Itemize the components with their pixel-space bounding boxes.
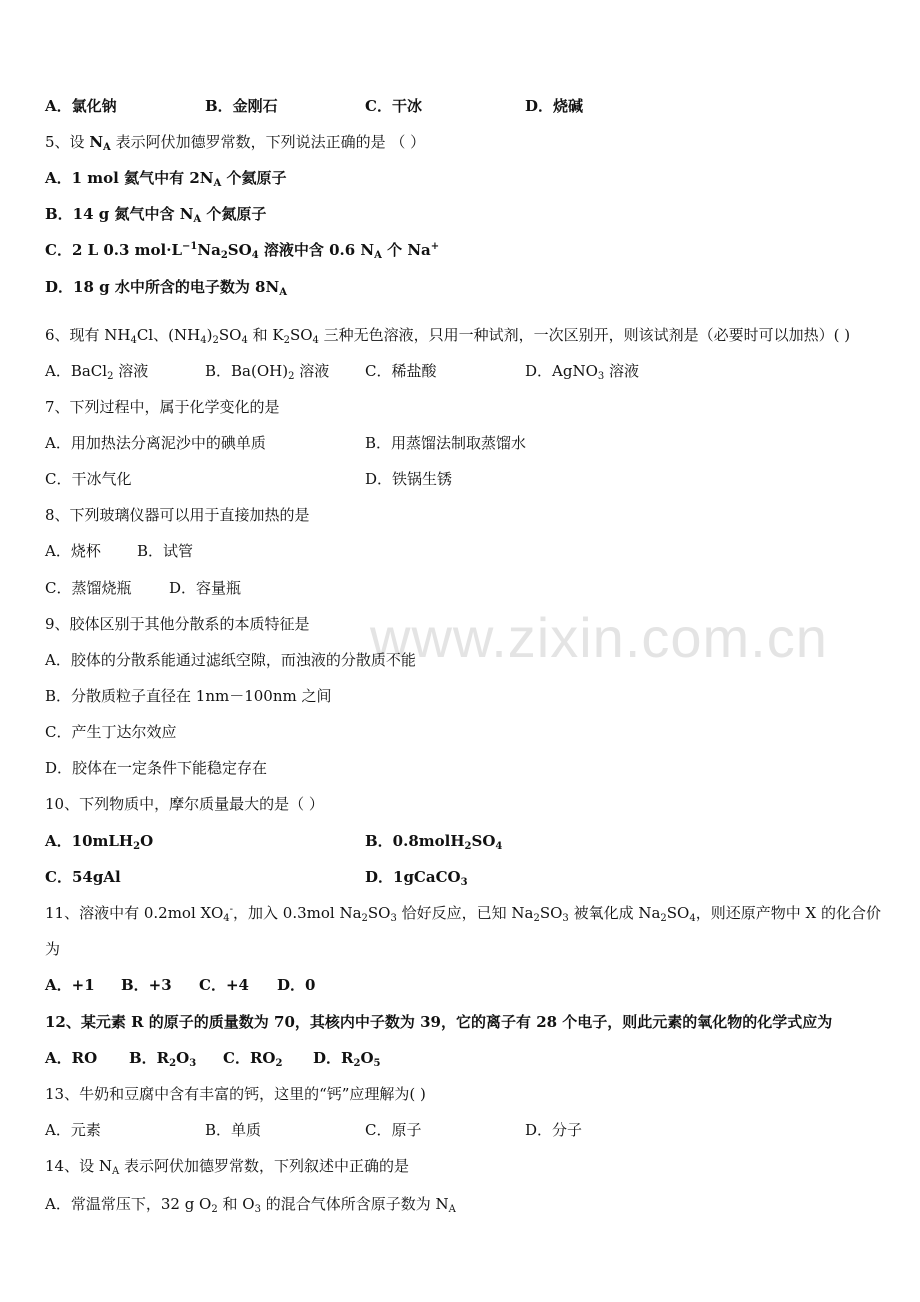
q13-option-b: B．单质: [205, 1121, 262, 1139]
q9-option-d: D．胶体在一定条件下能稳定存在: [45, 759, 268, 777]
q10-option-d: D．1gCaCO$_3$: [365, 868, 468, 888]
q11-option-b: B．+3: [121, 976, 172, 994]
q6-option-c: C．稀盐酸: [365, 362, 437, 380]
q13-option-a: A．元素: [45, 1121, 101, 1139]
q7-option-a: A．用加热法分离泥沙中的碘单质: [45, 434, 266, 452]
q9-option-c: C．产生丁达尔效应: [45, 723, 177, 741]
watermark: www.zixin.com.cn: [370, 606, 828, 669]
q4-option-b: B．金刚石: [205, 97, 278, 115]
q5-option-a: A．1 mol 氦气中有 $2N_A$ 个氦原子: [45, 169, 287, 189]
q4-option-d: D．烧碱: [525, 97, 584, 115]
q6-stem: 6、现有 $NH_4Cl$、$(NH_4)_2SO_4$ 和 $K_2SO_4$ 三种无色溶液，只用一种试剂，一次区别开，则该试剂是（必要时可以加热）( ): [45, 326, 851, 346]
q7-option-d: D．铁锅生锈: [365, 470, 453, 488]
q9-option-b: B．分散质粒子直径在 1nm－100nm 之间: [45, 687, 332, 705]
q8-stem: 8、下列玻璃仪器可以用于直接加热的是: [45, 506, 310, 524]
q14-option-a: A．常温常压下，32 g $O_2$ 和 $O_3$ 的混合气体所含原子数为 $N_A$: [45, 1195, 456, 1215]
q5-option-d: D．18 g 水中所含的电子数为 $8N_A$: [45, 278, 287, 298]
q8-option-c: C．蒸馏烧瓶: [45, 579, 132, 597]
q7-option-b: B．用蒸馏法制取蒸馏水: [365, 434, 527, 452]
q12-option-b: B．$R_2O_3$: [129, 1049, 197, 1069]
q4-option-a: A．氯化钠: [45, 97, 117, 115]
q11-stem-line2: 为: [45, 940, 61, 958]
q5-stem: 5、设 $N_A$ 表示阿伏加德罗常数，下列说法正确的是 （ ）: [45, 133, 426, 153]
q12-option-d: D．$R_2O_5$: [313, 1049, 381, 1069]
q7-option-c: C．干冰气化: [45, 470, 132, 488]
q11-option-a: A．+1: [45, 976, 95, 994]
q13-option-c: C．原子: [365, 1121, 422, 1139]
q7-stem: 7、下列过程中，属于化学变化的是: [45, 398, 280, 416]
q4-option-c: C．干冰: [365, 97, 422, 115]
q9-option-a: A．胶体的分散系能通过滤纸空隙，而浊液的分散质不能: [45, 651, 416, 669]
q8-option-b: B．试管: [137, 542, 194, 560]
q9-stem: 9、胶体区别于其他分散系的本质特征是: [45, 615, 310, 633]
q11-stem: 11、溶液中有 0.2mol $XO_4^-$，加入 0.3mol $Na_2SO_3$ 恰好反应，已知 $Na_2SO_3$ 被氧化成 $Na_2SO_4$，则还原产物中 X 的化合价: [45, 904, 881, 924]
q12-option-a: A．RO: [45, 1049, 98, 1067]
q6-option-a: A．BaCl$_2$ 溶液: [45, 362, 149, 382]
q6-option-b: B．$Ba(OH)_2$ 溶液: [205, 362, 330, 382]
q11-option-c: C．+4: [199, 976, 249, 994]
q14-stem: 14、设 $N_A$ 表示阿伏加德罗常数，下列叙述中正确的是: [45, 1157, 409, 1177]
q11-option-d: D．0: [277, 976, 316, 994]
q8-option-d: D．容量瓶: [169, 579, 242, 597]
q10-option-c: C．54gAl: [45, 868, 121, 886]
q6-option-d: D．AgNO$_3$ 溶液: [525, 362, 640, 382]
q12-option-c: C．$RO_2$: [223, 1049, 283, 1069]
q12-stem: 12、某元素 R 的原子的质量数为 70，其核内中子数为 39，它的离子有 28 个电子，则此元素的氧化物的化学式应为: [45, 1013, 833, 1031]
q13-option-d: D．分子: [525, 1121, 583, 1139]
q10-option-b: B．$0.8molH_2SO_4$: [365, 832, 503, 852]
q5-option-b: B．14 g 氮气中含 $N_A$ 个氮原子: [45, 205, 267, 225]
q8-option-a: A．烧杯: [45, 542, 101, 560]
q10-stem: 10、下列物质中，摩尔质量最大的是（ ）: [45, 795, 324, 813]
q10-option-a: A．10mLH$_2$O: [45, 832, 154, 852]
q13-stem: 13、牛奶和豆腐中含有丰富的钙，这里的“钙”应理解为( ): [45, 1085, 426, 1103]
q5-option-c: C．2 L 0.3 $mol\cdot L^{-1}Na_2SO_4$ 溶液中含 0.6 $N_A$ 个 Na+: [45, 241, 440, 261]
